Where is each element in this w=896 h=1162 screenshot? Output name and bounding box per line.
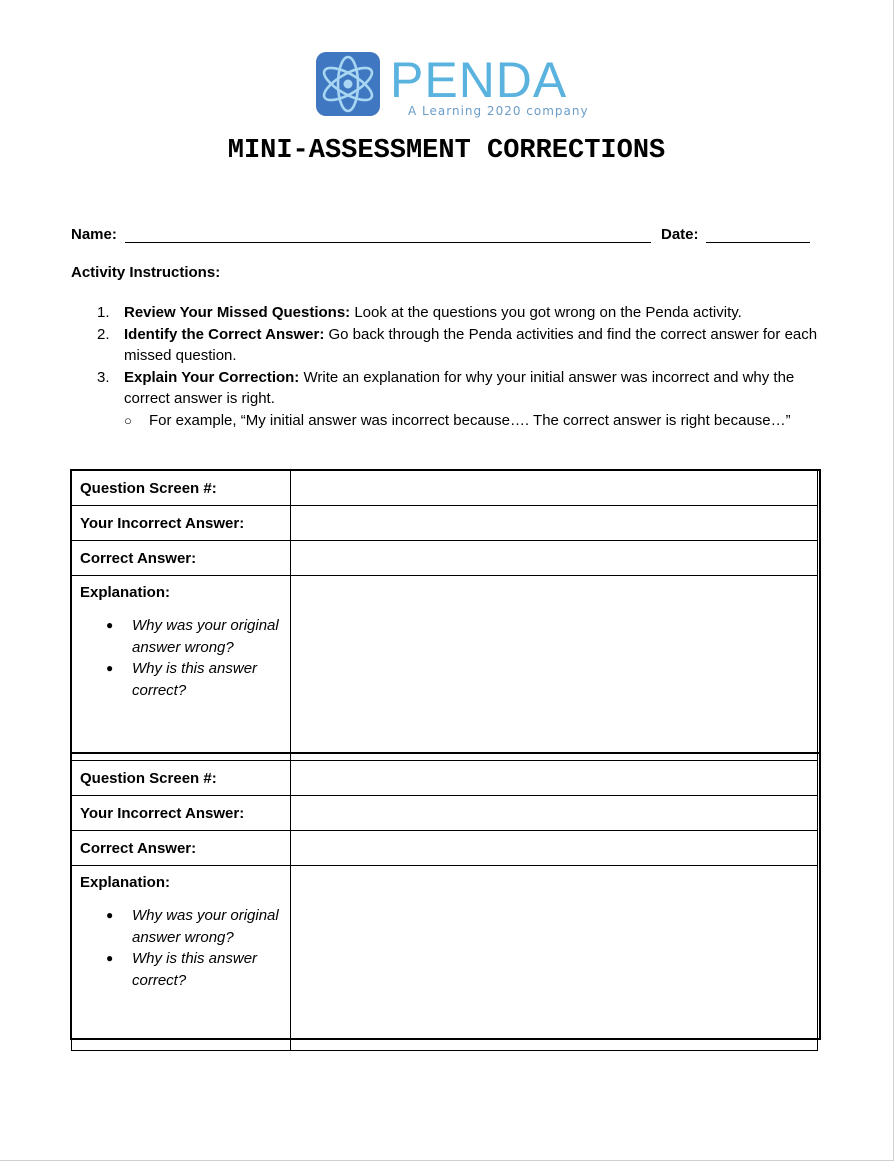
list-item: ● Why was your original answer wrong?	[132, 905, 282, 948]
name-label: Name:	[71, 226, 117, 243]
date-label: Date:	[661, 226, 699, 243]
list-item: ● Why is this answer correct?	[132, 658, 282, 701]
correct-answer-label: Correct Answer:	[72, 831, 291, 866]
circle-bullet-icon: ○	[124, 412, 132, 428]
name-field-line[interactable]	[125, 242, 651, 243]
explanation-label: Explanation:	[80, 584, 171, 601]
table-row	[72, 831, 818, 866]
list-item	[97, 302, 827, 324]
logo-tagline: A Learning 2020 company	[408, 104, 589, 118]
correct-answer-field[interactable]	[291, 831, 818, 866]
step-heading: Explain Your Correction:	[124, 368, 300, 386]
incorrect-answer-label: Your Incorrect Answer:	[72, 506, 291, 541]
step-number: 1.	[97, 304, 110, 321]
penda-logo	[316, 52, 589, 122]
explanation-field[interactable]	[291, 866, 818, 1051]
incorrect-answer-field[interactable]	[291, 796, 818, 831]
logo-wordmark: PENDA	[390, 52, 568, 108]
question-screen-field[interactable]	[291, 471, 818, 506]
example-text: For example, “My initial answer was incorrect because…. The correct answer is right because…”	[149, 411, 791, 429]
list-item: ● Why is this answer correct?	[132, 948, 282, 991]
table-row	[72, 506, 818, 541]
incorrect-answer-field[interactable]	[291, 506, 818, 541]
block-divider	[70, 752, 819, 754]
step-heading: Identify the Correct Answer:	[124, 325, 325, 343]
page-title: MINI-ASSESSMENT CORRECTIONS	[227, 136, 666, 166]
question-screen-field[interactable]	[291, 761, 818, 796]
explanation-field[interactable]	[291, 576, 818, 761]
date-field-line[interactable]	[706, 242, 810, 243]
explanation-label: Explanation:	[80, 874, 171, 891]
table-row	[72, 576, 818, 761]
list-item	[97, 324, 827, 367]
list-item	[97, 367, 827, 410]
question-screen-label: Question Screen #:	[72, 471, 291, 506]
table-row	[72, 541, 818, 576]
step-text: Write an explanation for why your initial answer was incorrect and why the correct answer is right.	[124, 368, 795, 407]
table-row	[72, 471, 818, 506]
instructions-list	[97, 302, 827, 431]
table-row	[72, 866, 818, 1051]
table-row	[72, 761, 818, 796]
explanation-prompts	[80, 615, 282, 701]
step-text: Go back through the Penda activities and find the correct answer for each missed question.	[124, 325, 818, 364]
correct-answer-label: Correct Answer:	[72, 541, 291, 576]
explanation-prompts	[80, 905, 282, 991]
step-number: 3.	[97, 368, 110, 386]
step-text: Look at the questions you got wrong on the Penda activity.	[350, 304, 742, 321]
explanation-label-cell	[72, 866, 291, 1051]
instructions-heading: Activity Instructions:	[71, 264, 221, 281]
incorrect-answer-label: Your Incorrect Answer:	[72, 796, 291, 831]
atom-icon	[316, 52, 380, 116]
name-date-row	[71, 226, 831, 248]
step-number: 2.	[97, 325, 110, 343]
explanation-label-cell	[72, 576, 291, 761]
corrections-table	[71, 470, 818, 1051]
correct-answer-field[interactable]	[291, 541, 818, 576]
step-heading: Review Your Missed Questions:	[124, 304, 351, 321]
question-screen-label: Question Screen #:	[72, 761, 291, 796]
table-row	[72, 796, 818, 831]
list-item	[70, 410, 827, 432]
list-item: ● Why was your original answer wrong?	[132, 615, 282, 658]
